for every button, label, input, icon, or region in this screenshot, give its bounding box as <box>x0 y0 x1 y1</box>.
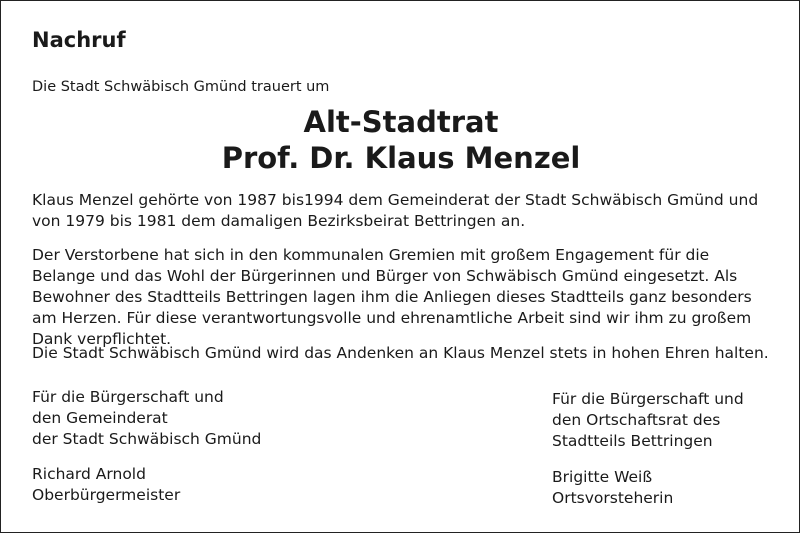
right-signatory-name: Brigitte Weiß <box>552 468 653 486</box>
left-signatory-name: Richard Arnold <box>32 465 146 483</box>
left-org-line: den Gemeinderat <box>32 409 168 427</box>
right-signature-organization <box>552 389 744 452</box>
left-signature-organization <box>32 387 261 450</box>
paragraph-remembrance: Die Stadt Schwäbisch Gmünd wird das Andenken an Klaus Menzel stets in hohen Ehren halten. <box>32 344 769 362</box>
paragraph-engagement: Der Verstorbene hat sich in den kommunalen Gremien mit großem Engagement für die Belange und das Wohl der Bürgerinnen und Bürger von Schwäbisch Gmünd eingesetzt. Als Bewohner des Stadtteils Bettringen lagen ihm die Anliegen dieses Stadtteils ganz besonders am Herzen. Für diese verantwortungsvolle und ehrenamtliche Arbeit sind wir ihm zu großem Dank verpflichtet. <box>32 246 752 348</box>
right-org-line: Stadtteils Bettringen <box>552 432 713 450</box>
left-org-line: Für die Bürgerschaft und <box>32 388 224 406</box>
paragraph-membership: Klaus Menzel gehörte von 1987 bis1994 dem Gemeinderat der Stadt Schwäbisch Gmünd und von 1979 bis 1981 dem damaligen Bezirksbeirat Bettringen an. <box>32 191 759 230</box>
notice-heading: Nachruf <box>32 28 126 52</box>
right-signatory-role: Ortsvorsteherin <box>552 489 674 507</box>
right-signatory <box>552 467 673 509</box>
left-signatory-role: Oberbürgermeister <box>32 486 181 504</box>
left-org-line: der Stadt Schwäbisch Gmünd <box>32 430 262 448</box>
title-line-name: Prof. Dr. Klaus Menzel <box>221 141 581 175</box>
right-org-line: den Ortschaftsrat des <box>552 411 721 429</box>
title-line-rank: Alt-Stadtrat <box>303 105 499 139</box>
notice-title <box>1 104 800 176</box>
right-org-line: Für die Bürgerschaft und <box>552 390 744 408</box>
left-signatory <box>32 464 180 506</box>
notice-intro: Die Stadt Schwäbisch Gmünd trauert um <box>32 79 330 95</box>
